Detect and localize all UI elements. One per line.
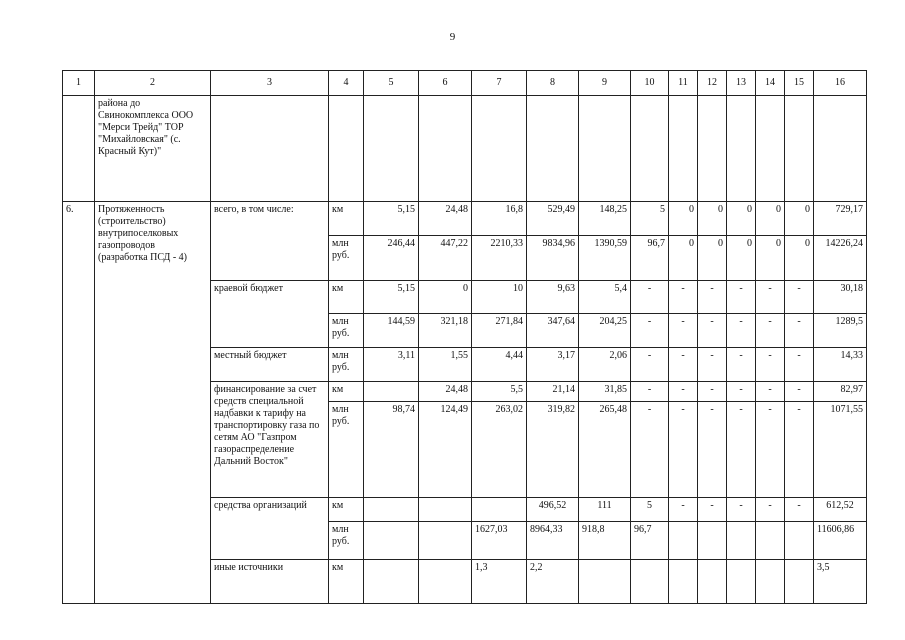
object-name-cell: района до Свинокомплекса ООО "Мерси Трейд" ТОР "Михайловская" (с. Красный Кут)" [95, 96, 211, 202]
value-cell [419, 522, 472, 560]
value-cell: 24,48 [419, 382, 472, 402]
value-cell [364, 498, 419, 522]
value-cell: 144,59 [364, 314, 419, 348]
value-cell [669, 560, 698, 604]
value-cell: 16,8 [472, 202, 527, 236]
value-cell: 612,52 [814, 498, 867, 522]
value-cell: 347,64 [527, 314, 579, 348]
value-cell: 3,11 [364, 348, 419, 382]
value-cell: 2,2 [527, 560, 579, 604]
value-cell [579, 560, 631, 604]
item-name-cell: Протяженность (строительство) внутрипоселковых газопроводов (разработка ПСД - 4) [95, 202, 211, 604]
value-cell: 246,44 [364, 236, 419, 281]
value-cell: 14,33 [814, 348, 867, 382]
value-cell: - [785, 281, 814, 314]
value-cell: 82,97 [814, 382, 867, 402]
value-cell: 918,8 [579, 522, 631, 560]
source-label-tariff: финансирование за счет средств специальной надбавки к тарифу на транспортировку газа по сетям АО "Газпром газораспределение Дальний Восток" [211, 382, 329, 498]
value-cell: 31,85 [579, 382, 631, 402]
value-cell: 5,4 [579, 281, 631, 314]
value-cell [419, 498, 472, 522]
value-cell: - [698, 382, 727, 402]
value-cell: 4,44 [472, 348, 527, 382]
column-header: 3 [211, 71, 329, 96]
value-cell: - [631, 314, 669, 348]
value-cell: - [756, 281, 785, 314]
value-cell: 263,02 [472, 402, 527, 498]
value-cell: - [669, 314, 698, 348]
item-number-cell: 6. [63, 202, 95, 604]
column-header: 1 [63, 71, 95, 96]
value-cell: 14226,24 [814, 236, 867, 281]
value-cell: 271,84 [472, 314, 527, 348]
column-header: 6 [419, 71, 472, 96]
value-cell: - [756, 498, 785, 522]
value-cell: - [698, 314, 727, 348]
value-cell [364, 382, 419, 402]
value-cell: 5 [631, 202, 669, 236]
column-header: 10 [631, 71, 669, 96]
value-cell: 11606,86 [814, 522, 867, 560]
value-cell: - [727, 348, 756, 382]
value-cell: - [785, 382, 814, 402]
value-cell: - [785, 314, 814, 348]
value-cell: 3,17 [527, 348, 579, 382]
cell-number [63, 96, 95, 202]
source-label-other: иные источники [211, 560, 329, 604]
value-cell: 1289,5 [814, 314, 867, 348]
value-cell: - [727, 402, 756, 498]
value-cell: 0 [727, 202, 756, 236]
value-cell: 1,3 [472, 560, 527, 604]
header-row [63, 71, 867, 96]
column-header: 11 [669, 71, 698, 96]
value-cell: 321,18 [419, 314, 472, 348]
value-cell: 30,18 [814, 281, 867, 314]
unit-cell: км [329, 281, 364, 314]
value-cell: 1627,03 [472, 522, 527, 560]
value-cell [631, 560, 669, 604]
value-cell: - [756, 348, 785, 382]
source-label-total: всего, в том числе: [211, 202, 329, 281]
value-cell: 0 [785, 236, 814, 281]
value-cell: 3,5 [814, 560, 867, 604]
value-cell: - [756, 402, 785, 498]
unit-cell: км [329, 560, 364, 604]
value-cell: - [669, 348, 698, 382]
value-cell: - [698, 348, 727, 382]
column-header: 13 [727, 71, 756, 96]
source-label-regional: краевой бюджет [211, 281, 329, 348]
value-cell: 111 [579, 498, 631, 522]
value-cell: 0 [727, 236, 756, 281]
unit-cell: млн руб. [329, 348, 364, 382]
value-cell: 5 [631, 498, 669, 522]
value-cell: 5,15 [364, 202, 419, 236]
value-cell [727, 522, 756, 560]
value-cell: 447,22 [419, 236, 472, 281]
value-cell: 10 [472, 281, 527, 314]
value-cell: - [631, 402, 669, 498]
source-label-org: средства организаций [211, 498, 329, 560]
value-cell: - [698, 498, 727, 522]
value-cell: - [727, 314, 756, 348]
value-cell: - [669, 281, 698, 314]
value-cell [472, 498, 527, 522]
column-header: 14 [756, 71, 785, 96]
page-number: 9 [449, 31, 456, 43]
value-cell: 21,14 [527, 382, 579, 402]
value-cell: 8964,33 [527, 522, 579, 560]
unit-cell: км [329, 202, 364, 236]
unit-cell: млн руб. [329, 402, 364, 498]
value-cell [727, 560, 756, 604]
value-cell: - [727, 382, 756, 402]
value-cell: 9834,96 [527, 236, 579, 281]
column-header: 12 [698, 71, 727, 96]
unit-cell: млн руб. [329, 522, 364, 560]
value-cell [698, 522, 727, 560]
value-cell: 96,7 [631, 522, 669, 560]
value-cell: 98,74 [364, 402, 419, 498]
value-cell: 96,7 [631, 236, 669, 281]
total-km-row [63, 202, 867, 236]
value-cell: - [785, 402, 814, 498]
value-cell: 1071,55 [814, 402, 867, 498]
value-cell: 148,25 [579, 202, 631, 236]
value-cell: 1,55 [419, 348, 472, 382]
value-cell: - [785, 498, 814, 522]
value-cell: - [631, 348, 669, 382]
unit-cell: млн руб. [329, 236, 364, 281]
value-cell: 5,15 [364, 281, 419, 314]
value-cell: 496,52 [527, 498, 579, 522]
value-cell: 319,82 [527, 402, 579, 498]
value-cell: 204,25 [579, 314, 631, 348]
column-header: 15 [785, 71, 814, 96]
column-header: 7 [472, 71, 527, 96]
column-header: 2 [95, 71, 211, 96]
value-cell: - [727, 281, 756, 314]
value-cell: - [698, 281, 727, 314]
unit-cell: млн руб. [329, 314, 364, 348]
value-cell: 265,48 [579, 402, 631, 498]
value-cell: 0 [698, 236, 727, 281]
unit-cell: км [329, 498, 364, 522]
value-cell: 0 [756, 202, 785, 236]
value-cell [419, 560, 472, 604]
value-cell: 0 [669, 236, 698, 281]
value-cell: 0 [698, 202, 727, 236]
data-table [62, 70, 867, 604]
column-header: 5 [364, 71, 419, 96]
column-header: 9 [579, 71, 631, 96]
column-header: 16 [814, 71, 867, 96]
value-cell [785, 560, 814, 604]
value-cell [756, 522, 785, 560]
value-cell: 9,63 [527, 281, 579, 314]
value-cell: - [669, 498, 698, 522]
value-cell: 5,5 [472, 382, 527, 402]
value-cell: 529,49 [527, 202, 579, 236]
value-cell: 0 [419, 281, 472, 314]
value-cell: 0 [756, 236, 785, 281]
value-cell [364, 560, 419, 604]
value-cell: - [631, 281, 669, 314]
continuation-row [63, 96, 867, 202]
column-header: 8 [527, 71, 579, 96]
unit-cell: км [329, 382, 364, 402]
value-cell: - [669, 382, 698, 402]
value-cell: - [698, 402, 727, 498]
value-cell [669, 522, 698, 560]
value-cell: - [727, 498, 756, 522]
value-cell [698, 560, 727, 604]
value-cell: 0 [785, 202, 814, 236]
value-cell [756, 560, 785, 604]
source-label-local: местный бюджет [211, 348, 329, 382]
value-cell: - [756, 314, 785, 348]
value-cell: 24,48 [419, 202, 472, 236]
value-cell: - [785, 348, 814, 382]
value-cell: 124,49 [419, 402, 472, 498]
value-cell: - [631, 382, 669, 402]
value-cell [785, 522, 814, 560]
value-cell: - [756, 382, 785, 402]
value-cell: 2,06 [579, 348, 631, 382]
value-cell: 2210,33 [472, 236, 527, 281]
value-cell: 729,17 [814, 202, 867, 236]
value-cell: 0 [669, 202, 698, 236]
column-header: 4 [329, 71, 364, 96]
value-cell: 1390,59 [579, 236, 631, 281]
value-cell [364, 522, 419, 560]
value-cell: - [669, 402, 698, 498]
